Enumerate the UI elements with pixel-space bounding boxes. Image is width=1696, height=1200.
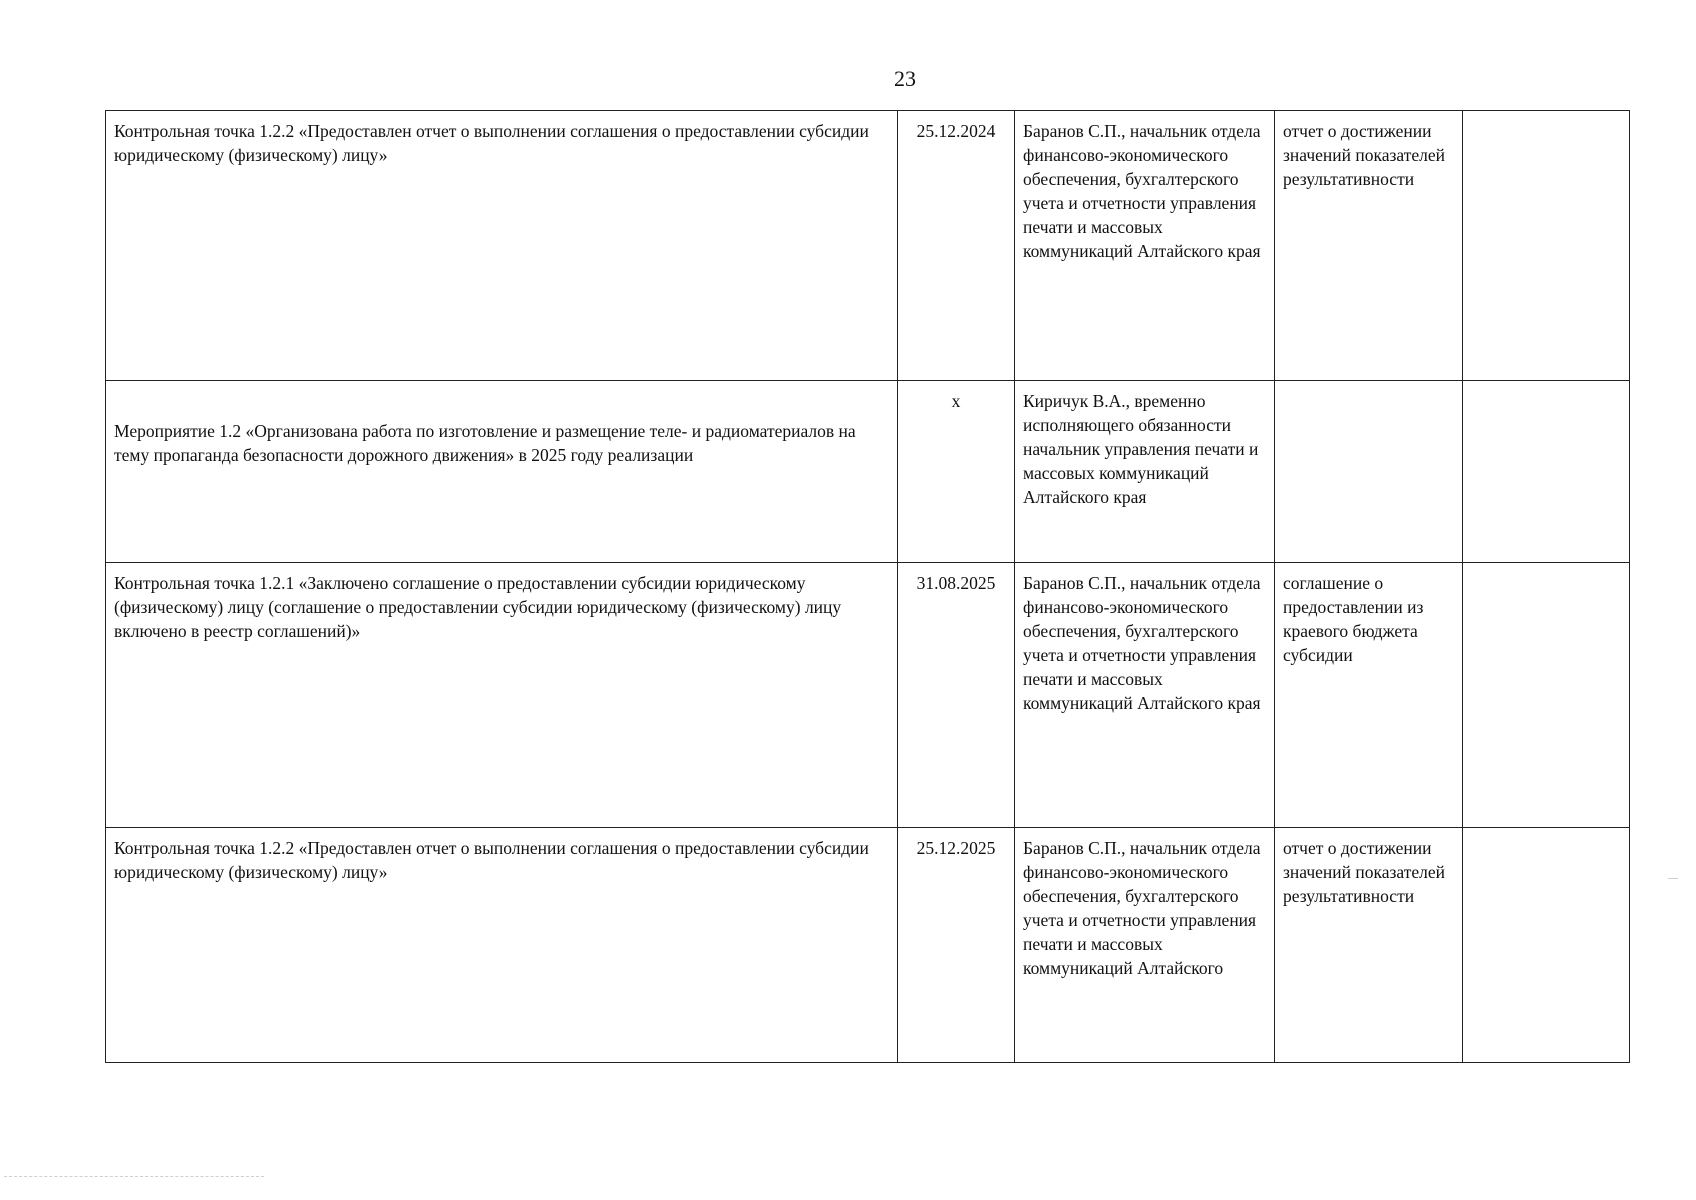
responsible-cell: Киричук В.А., временно исполняющего обязанности начальник управления печати и массовых коммуникаций Алтайского края — [1015, 381, 1275, 563]
note-cell — [1463, 111, 1630, 381]
deadline-cell: 25.12.2024 — [898, 111, 1015, 381]
scan-artifact — [1668, 878, 1678, 879]
task-name-cell: Контрольная точка 1.2.2 «Предоставлен отчет о выполнении соглашения о предоставлении субсидии юридическому (физическому) лицу» — [106, 828, 898, 1063]
note-cell — [1463, 381, 1630, 563]
scan-artifact — [4, 1176, 264, 1179]
deadline-cell: 25.12.2025 — [898, 828, 1015, 1063]
deadline-cell: 31.08.2025 — [898, 563, 1015, 828]
page-number: 23 — [894, 66, 916, 91]
responsible-cell: Баранов С.П., начальник отдела финансово-экономического обеспечения, бухгалтерского учета и отчетности управления печати и массовых коммуникаций Алтайского края — [1015, 563, 1275, 828]
task-name-cell: Контрольная точка 1.2.1 «Заключено соглашение о предоставлении субсидии юридическому (физическому) лицу (соглашение о предоставлении субсидии юридическому (физическому) лицу включено в реестр соглашений)» — [106, 563, 898, 828]
result-cell: соглашение о предоставлении из краевого бюджета субсидии — [1275, 563, 1463, 828]
note-cell — [1463, 828, 1630, 1063]
responsible-cell: Баранов С.П., начальник отдела финансово-экономического обеспечения, бухгалтерского учета и отчетности управления печати и массовых коммуникаций Алтайского края — [1015, 111, 1275, 381]
task-name-cell: Контрольная точка 1.2.2 «Предоставлен отчет о выполнении соглашения о предоставлении субсидии юридическому (физическому) лицу» — [106, 111, 898, 381]
table-row — [106, 111, 1630, 381]
table-row — [106, 381, 1630, 563]
event-name-cell — [106, 381, 898, 563]
event-name-text: Мероприятие 1.2 «Организована работа по изготовление и размещение теле- и радиоматериалов на тему пропаганда безопасности дорожного движения» в 2025 году реализации — [114, 421, 856, 465]
note-cell — [1463, 563, 1630, 828]
responsible-cell: Баранов С.П., начальник отдела финансово-экономического обеспечения, бухгалтерского учета и отчетности управления печати и массовых коммуникаций Алтайского — [1015, 828, 1275, 1063]
result-cell: отчет о достижении значений показателей результативности — [1275, 828, 1463, 1063]
table-row — [106, 563, 1630, 828]
result-cell: отчет о достижении значений показателей результативности — [1275, 111, 1463, 381]
result-cell — [1275, 381, 1463, 563]
table-row — [106, 828, 1630, 1063]
plan-table — [105, 110, 1630, 1063]
deadline-cell: х — [898, 381, 1015, 563]
